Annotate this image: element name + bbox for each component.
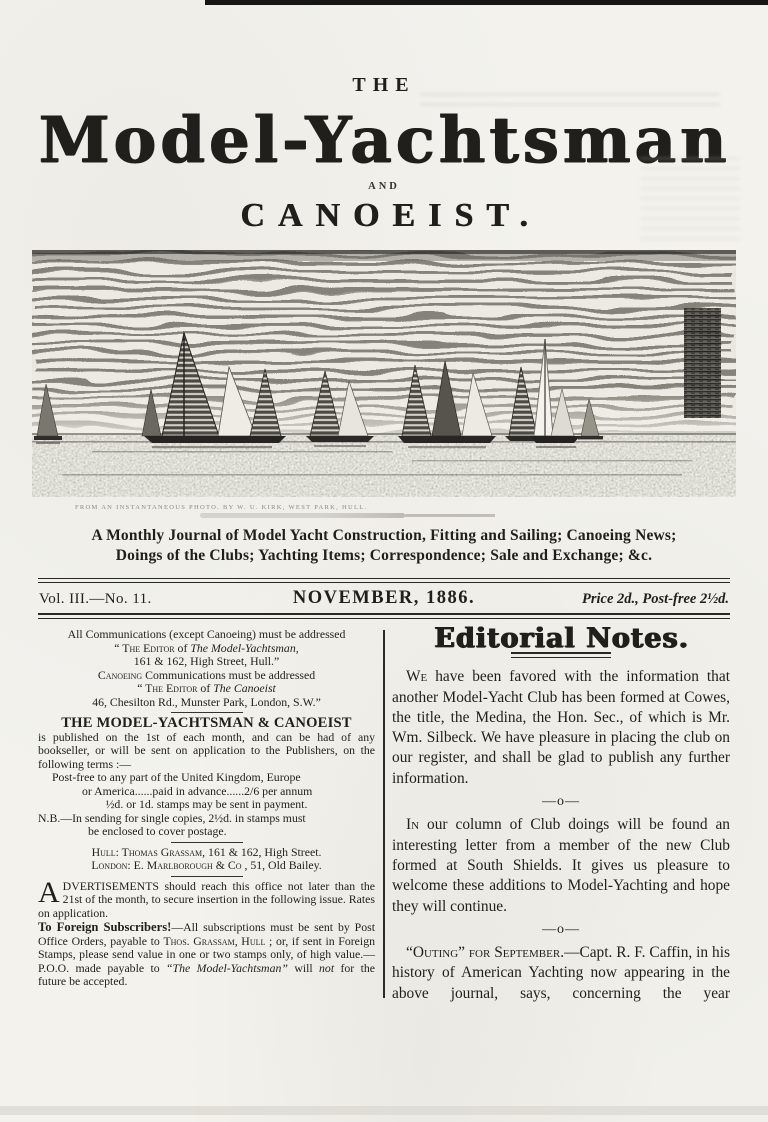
publication-terms: is published on the 1st of each month, and can be had of any bookseller, or will be sent on application to the Publishers, on the following terms :— bbox=[38, 729, 375, 771]
masthead-title: Model-Yachtsman bbox=[38, 103, 730, 178]
publisher-hull-smallcaps: Hull: Thomas Grassam, bbox=[91, 844, 206, 859]
foreign-subscribers-lead: To Foreign Subscribers! bbox=[38, 920, 172, 934]
journal-description-line2: Doings of the Clubs; Yachting Items; Correspondence; Sale and Exchange; &c. bbox=[115, 547, 653, 564]
engraving-sea bbox=[32, 433, 736, 497]
editor-address-line bbox=[38, 642, 375, 656]
body-columns bbox=[38, 623, 730, 1004]
right-column bbox=[392, 623, 730, 1004]
canoeing-rest: Communications must be addressed bbox=[142, 667, 316, 682]
volume-number: Vol. III.—No. 11. bbox=[39, 591, 152, 607]
terms-line: be enclosed to cover postage. bbox=[88, 824, 227, 838]
short-rule bbox=[171, 712, 243, 713]
issue-date: NOVEMBER, 1886. bbox=[292, 588, 476, 608]
column-divider-rule bbox=[383, 630, 385, 998]
scan-edge-artifact bbox=[205, 0, 768, 5]
grassam-smallcaps: Thos. Grassam, Hull bbox=[163, 933, 266, 948]
scan-bottom-edge bbox=[0, 1106, 768, 1115]
canoeing-communications-line bbox=[38, 669, 375, 683]
engraving-caption: FROM AN INSTANTANEOUS PHOTO. BY W. U. KIRK, WEST PARK, HULL. bbox=[75, 504, 368, 511]
publisher-hull-line bbox=[38, 846, 375, 860]
foreign-text: —All subscriptions must be sent by Post Office Orders, payable to bbox=[38, 920, 375, 948]
foreign-text: will bbox=[287, 960, 320, 975]
publisher-hull-address: 161 & 162, High Street. bbox=[205, 844, 322, 859]
engraving-dark-patch bbox=[684, 308, 721, 418]
advertisements-text: DVERTISEMENTS should reach this office not later than the 21st of the month, to secure insertion in the following issue. Rates on application. bbox=[38, 878, 375, 920]
paragraph-text: have been favored with the information that another Model-Yacht Club has been formed at Cowes, the title, the Medina, the Hon. Sec., of which is Mr. Wm. Silbeck. We have pleasure in placing the club on our register, and shall be glad to publish any further information. bbox=[392, 668, 730, 787]
masthead-conjunction: AND bbox=[368, 181, 400, 192]
publication-heading: THE MODEL-YACHTSMAN & CANOEIST bbox=[61, 715, 352, 731]
paragraph-lead: In bbox=[406, 816, 420, 834]
terms-line: ½d. or 1d. stamps may be sent in payment. bbox=[105, 797, 308, 811]
paragraph-text: —Capt. R. F. Caffin, in his history of American Yachting now appearing in the above journal, says, concerning the year bbox=[392, 944, 730, 1002]
scan-smear bbox=[405, 514, 495, 517]
yacht-race-engraving-svg bbox=[32, 250, 736, 497]
rule-below-issue-bar bbox=[38, 613, 730, 619]
journal-title-italic: The Model-Yachtsman, bbox=[190, 640, 299, 655]
address-line: 161 & 162, High Street, Hull.” bbox=[133, 654, 280, 668]
scan-smear bbox=[200, 513, 405, 518]
address-line: 46, Chesilton Rd., Munster Park, London, S.W.” bbox=[92, 694, 321, 709]
paragraph-lead: We bbox=[406, 668, 428, 686]
terms-line: Post-free to any part of the United Kingdom, Europe bbox=[52, 770, 301, 784]
drop-cap: A bbox=[38, 875, 60, 909]
publisher-london-line bbox=[38, 859, 375, 873]
editorial-paragraph bbox=[392, 667, 730, 789]
canoeist-title-italic: The Canoeist bbox=[213, 681, 276, 695]
editor-name: “ The Editor bbox=[114, 640, 175, 655]
foreign-text: for the future be accepted. bbox=[38, 960, 375, 988]
journal-title-italic: “The Model-Yachtsman” bbox=[166, 960, 288, 975]
engraving-caption-row bbox=[0, 504, 768, 516]
short-rule bbox=[171, 842, 243, 843]
yacht-race-engraving bbox=[32, 250, 736, 497]
masthead-kicker: THE bbox=[352, 74, 416, 96]
not-italic: not bbox=[319, 960, 335, 975]
communications-line: All Communications (except Canoeing) must be addressed bbox=[67, 627, 346, 641]
masthead bbox=[0, 74, 768, 235]
short-rule bbox=[171, 876, 243, 877]
editor-of: of bbox=[197, 681, 214, 695]
engraving-sky bbox=[32, 250, 736, 438]
advertisements-paragraph bbox=[38, 875, 375, 921]
editorial-paragraph bbox=[392, 815, 730, 916]
left-column bbox=[38, 628, 375, 1004]
section-separator: —o— bbox=[542, 921, 580, 937]
editor-of: of bbox=[174, 640, 191, 655]
paragraph-lead: “Outing” for September. bbox=[406, 944, 565, 962]
editor-name: “ The Editor bbox=[137, 681, 198, 695]
terms-line: or America......paid in advance......2/6 per annum bbox=[82, 783, 313, 798]
editorial-notes-heading: Editorial Notes. bbox=[433, 623, 689, 654]
terms-line: N.B.—In sending for single copies, 2½d. in stamps must bbox=[38, 810, 306, 825]
publisher-london-address: , 51, Old Bailey. bbox=[241, 858, 322, 872]
section-separator: —o— bbox=[542, 794, 580, 810]
editor-address-line bbox=[38, 682, 375, 696]
masthead-subtitle-word: CANOEIST. bbox=[240, 197, 541, 234]
foreign-subscribers-paragraph bbox=[38, 921, 375, 989]
foreign-text: ; or, if sent in Foreign Stamps, please send value in one or two stamps only, of high value.—P.O.O. made payable to bbox=[38, 933, 375, 975]
canoeing-smallcaps: Canoeing bbox=[97, 667, 143, 682]
issue-price: Price 2d., Post-free 2½d. bbox=[582, 591, 729, 607]
editorial-paragraph bbox=[392, 943, 730, 1004]
journal-description-line1: A Monthly Journal of Model Yacht Construction, Fitting and Sailing; Canoeing News; bbox=[91, 527, 677, 544]
paragraph-text: our column of Club doings will be found an interesting letter from a member of the new Club formed at South Shields. It gives us pleasure to welcome these additions to Model-Yachting and hope they will continue. bbox=[392, 816, 730, 915]
issue-bar bbox=[39, 583, 729, 613]
publisher-london-smallcaps: London: E. Marlborough & Co bbox=[91, 858, 242, 872]
